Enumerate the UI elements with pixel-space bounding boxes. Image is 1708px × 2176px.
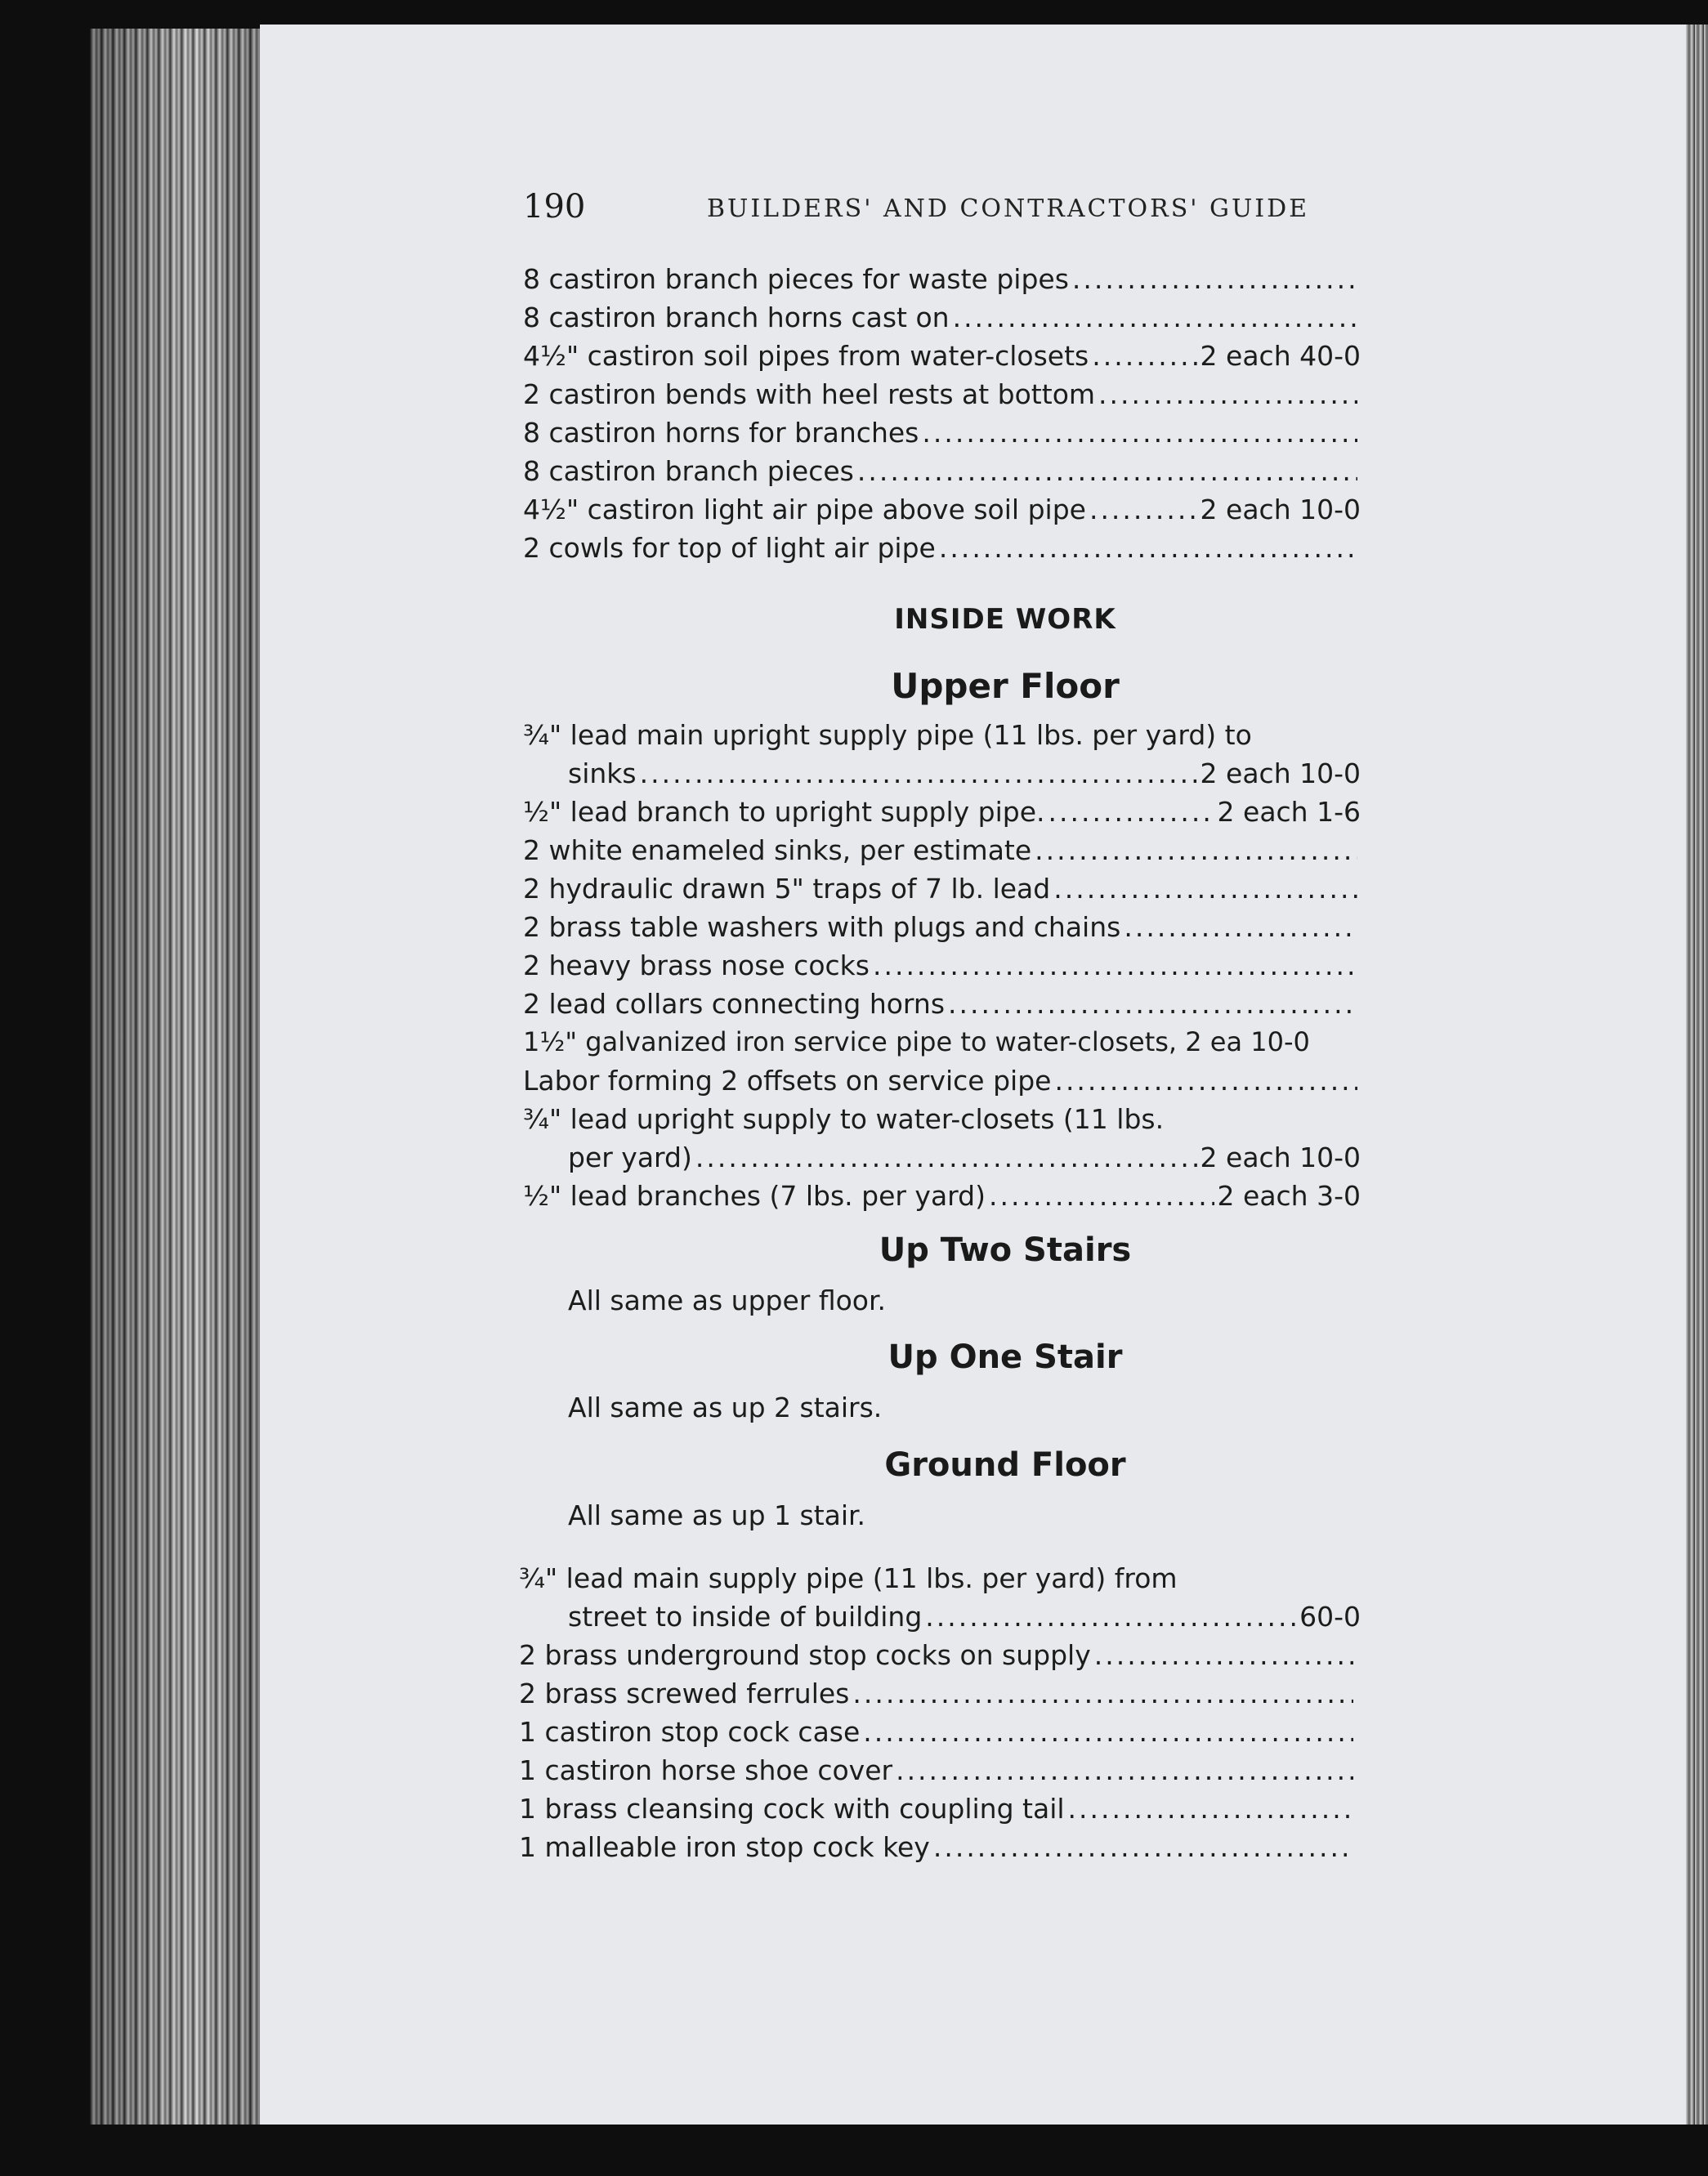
leader-dots [1035,834,1357,866]
item-text: 1 castiron stop cock case [519,1716,861,1748]
item-text: Labor forming 2 offsets on service pipe [523,1065,1052,1097]
leader-dots [1092,340,1196,372]
item-text: 8 castiron branch pieces [523,455,854,487]
leader-dots [933,1831,1353,1863]
list-item [523,796,1361,833]
item-text: 2 brass screwed ferrules [519,1678,850,1709]
item-text: 8 castiron branch horns cast on [523,302,950,333]
leader-dots [1048,796,1214,828]
list-item [519,1639,1357,1677]
list-item [523,911,1361,949]
list-item: 1½" galvanized iron service pipe to water-closets, 2 ea 10-0 [523,1026,1310,1057]
leader-dots [863,1716,1353,1748]
list-item [523,378,1361,416]
item-value: 2 each 10-0 [1200,494,1361,525]
item-text: per yard) [568,1142,692,1173]
leader-dots [1089,494,1197,525]
leader-dots [873,949,1357,981]
section-heading-upper-floor: Upper Floor [891,666,1120,706]
list-item [523,834,1361,872]
leader-dots [695,1142,1197,1173]
list-item [568,1142,1361,1179]
list-item [523,340,1361,378]
section-note: All same as upper floor. [568,1285,887,1316]
item-text: 4½" castiron light air pipe above soil pipe [523,494,1086,525]
leader-dots [953,302,1357,333]
item-text: 2 heavy brass nose cocks [523,949,870,981]
leader-dots [896,1754,1353,1786]
item-text: 4½" castiron soil pipes from water-closets [523,340,1089,372]
item-text: 2 brass underground stop cocks on supply [519,1639,1091,1671]
list-item [523,494,1361,531]
section-heading-up-one-stair: Up One Stair [888,1338,1123,1376]
leader-dots [852,1678,1353,1709]
leader-dots [1098,378,1357,410]
item-text: ½" lead branch to upright supply pipe. [523,796,1045,828]
item-text: sinks [568,757,637,789]
item-text: 1 brass cleansing cock with coupling tail [519,1793,1065,1825]
book-page-edges [90,29,266,2125]
leader-dots [1094,1639,1353,1671]
leader-dots [925,1601,1296,1633]
list-item [523,302,1361,339]
list-item [519,1831,1357,1869]
item-text: 8 castiron horns for branches [523,417,919,449]
leader-dots [1124,911,1357,943]
leader-dots [948,988,1357,1020]
list-item [519,1678,1357,1715]
list-item [523,1180,1361,1218]
leader-dots [1053,873,1357,905]
item-text: ½" lead branches (7 lbs. per yard) [523,1180,986,1212]
item-value: 2 each 40-0 [1200,340,1361,372]
item-value: 2 each 10-0 [1200,1142,1361,1173]
item-text: 2 hydraulic drawn 5" traps of 7 lb. lead [523,873,1051,905]
page-number: 190 [523,188,586,226]
item-text: 8 castiron branch pieces for waste pipes [523,263,1069,295]
entry-first-line: ¾" lead main upright supply pipe (11 lbs. per yard) to [523,719,1252,751]
item-value: 2 each 10-0 [1200,757,1361,789]
section-heading-ground-floor: Ground Floor [884,1446,1126,1484]
item-text: 2 lead collars connecting horns [523,988,946,1020]
item-value: 60-0 [1299,1601,1361,1633]
section-note: All same as up 1 stair. [568,1499,866,1531]
list-item [523,1065,1361,1102]
leader-dots [922,417,1357,449]
leader-dots [640,757,1197,789]
list-item [568,1601,1361,1638]
list-item [519,1716,1357,1754]
list-item [568,757,1361,795]
list-item [523,455,1361,493]
item-value: 2 each 1-6 [1217,796,1361,828]
section-note: All same as up 2 stairs. [568,1392,883,1423]
list-item [523,417,1361,454]
item-text: 1 malleable iron stop cock key [519,1831,930,1863]
list-item [519,1754,1357,1792]
leader-dots [989,1180,1214,1212]
leader-dots [939,532,1357,564]
item-text: 2 white enameled sinks, per estimate [523,834,1032,866]
list-item [523,532,1361,570]
list-item [523,949,1361,987]
list-item [523,873,1361,910]
item-text: 1 castiron horse shoe cover [519,1754,893,1786]
running-title: BUILDERS' AND CONTRACTORS' GUIDE [707,194,1310,223]
list-item [519,1793,1357,1830]
section-heading-up-two-stairs: Up Two Stairs [879,1231,1132,1269]
list-item [523,263,1361,301]
item-text: 2 cowls for top of light air pipe [523,532,936,564]
running-head [523,188,1357,237]
leader-dots [857,455,1357,487]
leader-dots [1072,263,1357,295]
entry-first-line: ¾" lead main supply pipe (11 lbs. per yard) from [519,1562,1178,1594]
item-text: 2 brass table washers with plugs and chains [523,911,1121,943]
leader-dots [1054,1065,1357,1097]
item-value: 2 each 3-0 [1217,1180,1361,1212]
entry-first-line: ¾" lead upright supply to water-closets (11 lbs. [523,1103,1165,1135]
item-text: street to inside of building [568,1601,923,1633]
item-text: 2 castiron bends with heel rests at bottom [523,378,1096,410]
section-heading-inside-work: INSIDE WORK [894,603,1116,636]
book-right-edge [1686,25,1708,2125]
list-item [523,988,1361,1025]
leader-dots [1068,1793,1353,1825]
